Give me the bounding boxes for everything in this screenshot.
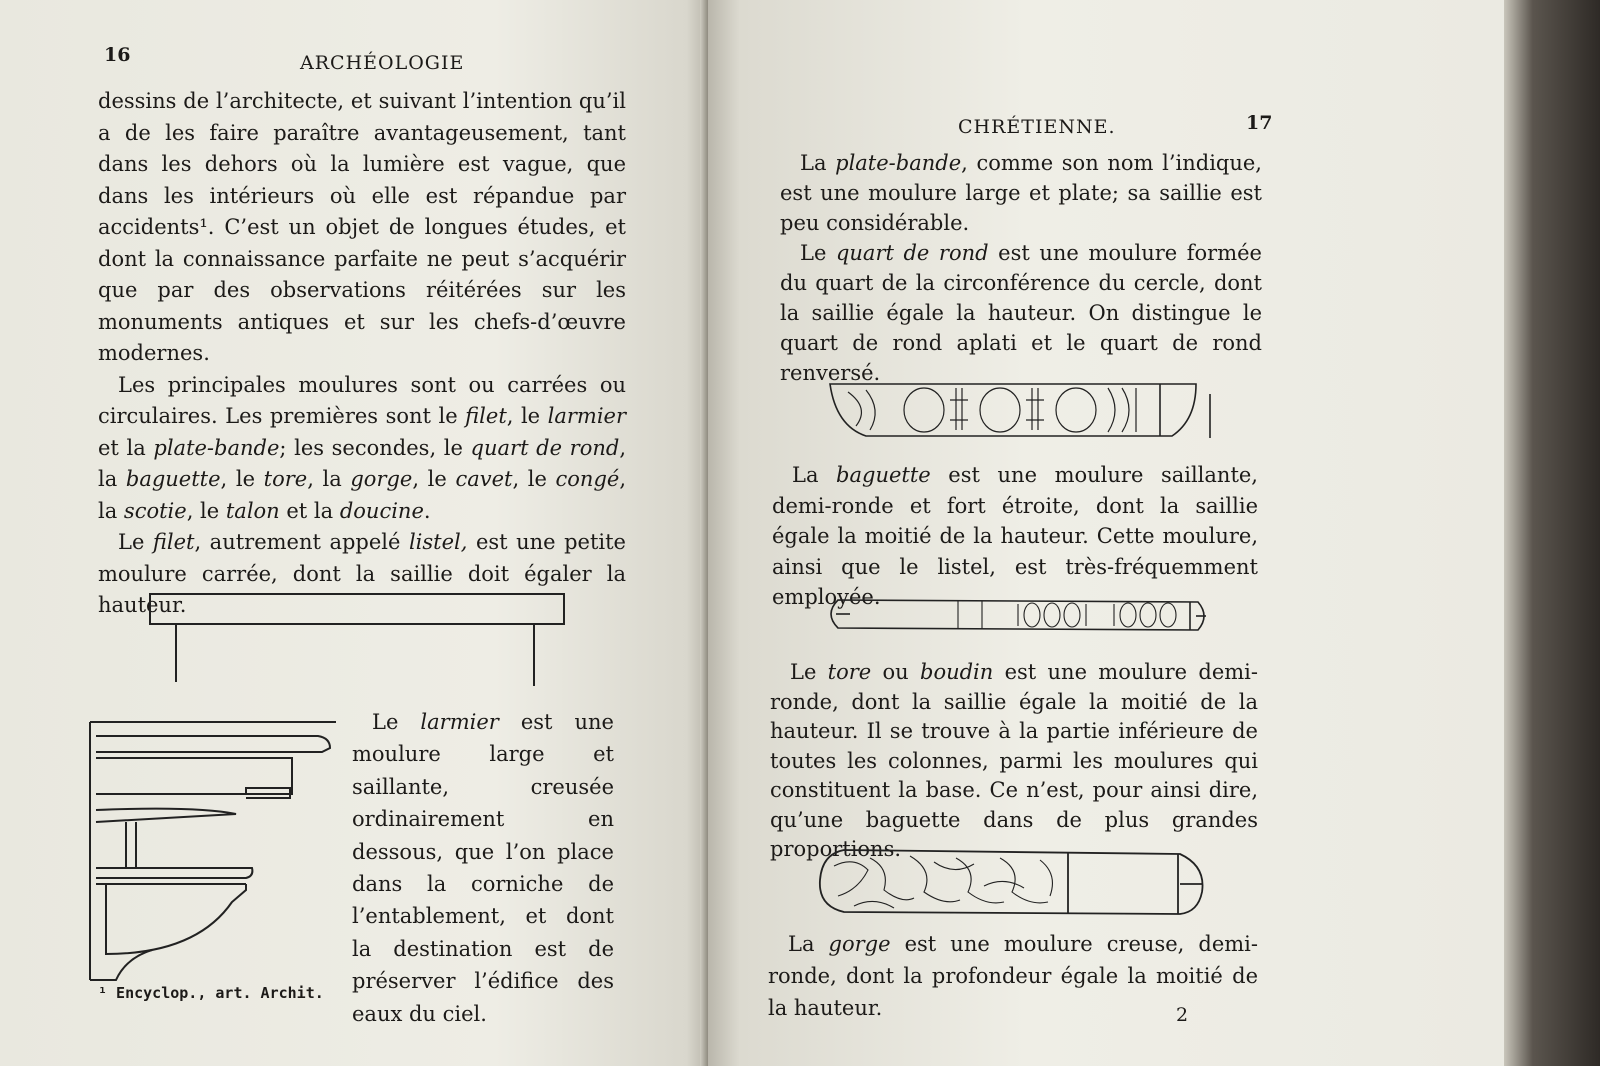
signature-mark: 2 (1176, 1004, 1189, 1026)
right-text-tore (770, 658, 1258, 865)
book-edge (1504, 0, 1600, 1066)
right-text-baguette (772, 460, 1258, 613)
footnote: ¹ Encyclop., art. Archit. (98, 984, 324, 1002)
quart-de-rond-figure (826, 380, 1216, 444)
paragraph-continued: dessins de l’architecte, et suivant l’intention qu’il a de les faire paraître avantageusement, tant dans les dehors où la lumière est vague, que dans les intérieurs où elle est répandue par accidents¹. C’est un objet de longues études, et dont la connaissance parfaite ne peut s’acquérir que par des observations réitérées sur les monuments antiques et sur les chefs-d’œuvre modernes. (98, 89, 626, 365)
paragraph-baguette: La baguette est une moulure saillante, demi-ronde et fort étroite, dont la saillie égale la moitié de la hauteur. Cette moulure, ainsi que le listel, est très-fréquemment employée. (772, 463, 1258, 609)
paragraph-quart-de-rond: Le quart de rond est une moulure formée du quart de la circonférence du cercle, dont la saillie égale la hauteur. On distingue le quart de rond aplati et le quart de rond renversé. (780, 241, 1262, 385)
page-number: 16 (104, 44, 131, 66)
page-number: 17 (1246, 112, 1273, 134)
paragraph-filet: Le filet, autrement appelé listel, est une petite moulure carrée, dont la saillie doit égaler la hauteur. (98, 530, 626, 617)
paragraph-principal-moulures: Les principales moulures sont ou carrées ou circulaires. Les premières sont le filet, le larmier et la plate-bande; les secondes, le quart de rond, la baguette, le tore, la gorge, le cavet, le congé, la scotie, le talon et la doucine. (98, 372, 627, 523)
tore-figure (814, 846, 1210, 922)
paragraph-tore: Le tore ou boudin est une moulure demi-ronde, dont la saillie égale la moitié de la hauteur. Il se trouve à la partie inférieure de toutes les colonnes, parmi les moulures qui constituent la base. Ce n’est, pour ainsi dire, qu’une baguette dans de plus grandes proportions. (770, 660, 1258, 861)
baguette-figure (822, 596, 1214, 636)
right-text-top (780, 148, 1262, 388)
paragraph-plate-bande: La plate-bande, comme son nom l’indique, est une moulure large et plate; sa saillie est peu considérable. (780, 151, 1262, 235)
paragraph-larmier: Le larmier est une moulure large et saillante, creusée ordinairement en dessous, que l’on place dans la corniche de l’entablement, et dont la destination est de préserver l’édifice des eaux du ciel. (352, 710, 614, 1026)
running-head: ARCHÉOLOGIE (300, 52, 465, 74)
filet-figure (146, 590, 576, 690)
right-page (708, 0, 1504, 1066)
paragraph-gorge: La gorge est une moulure creuse, demi-ronde, dont la profondeur égale la moitié de la hauteur. (768, 932, 1258, 1020)
running-head: CHRÉTIENNE. (958, 116, 1116, 138)
larmier-text (352, 706, 614, 1030)
left-page (0, 0, 708, 1066)
larmier-figure (86, 718, 346, 986)
left-main-text (98, 86, 626, 622)
